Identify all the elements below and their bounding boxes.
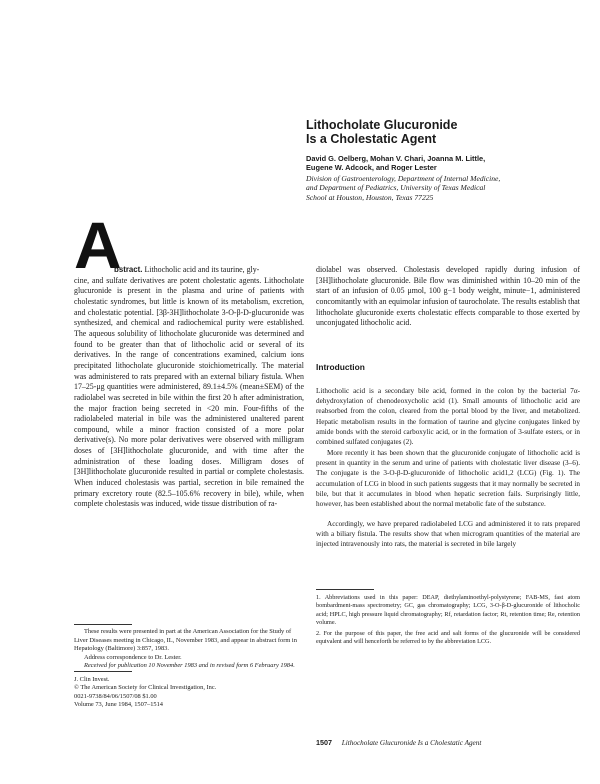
affiliation-line-2: and Department of Pediatrics, University of Texas Medical: [306, 183, 486, 193]
footnote-received: Received for publication 10 November 1983 and in revised form 6 February 1984.: [84, 662, 295, 670]
introduction-paragraph-2: More recently it has been shown that the glucuronide conjugate of lithocholic acid is present in quantity in the serum and urine of patients with cholestatic liver disease (3–6). The conjugate is the 3-O-β-D-glucuronide of lithocholic acid1,2 (LCG) (Fig. 1). The accumulation of LCG in blood in such patients suggests that it may normally be secreted in bile, but that it accumulates in blood when hepatic secretion fails. Surprisingly little, however, has been established about the normal metabolic fate of the substance.: [316, 449, 580, 509]
footnote-rule-right: [316, 589, 374, 590]
running-title: Lithocholate Glucuronide Is a Cholestatic Agent: [341, 739, 482, 747]
affiliation-line-3: School at Houston, Houston, Texas 77225: [306, 192, 434, 202]
footnote-correspondence: Address correspondence to Dr. Lester.: [84, 653, 182, 661]
article-title: [306, 118, 566, 146]
authors-line-1: David G. Oelberg, Mohan V. Chari, Joanna M. Little,: [306, 154, 486, 163]
title-line-1: Lithocholate Glucuronide: [306, 118, 458, 132]
introduction-paragraph-1: Lithocholic acid is a secondary bile acid, formed in the colon by the bacterial 7α-dehydroxylation of chenodeoxycholic acid (1). Small amounts of lithocholic acid are reabsorbed from the colon, cleared from the portal blood by the liver, and metabolized. Hepatic metabolism results in the formation of taurine and glycine conjugates linked by amide bonds with the steroid carboxylic acid, or in the formation of 3-sulfate esters, or in combined sulfated conjugates (2).: [316, 387, 580, 447]
footnotes-left: [74, 628, 304, 671]
footnote-lcg-definition: 2. For the purpose of this paper, the free acid and salt forms of the glucuronide will be considered equivalent and will henceforth be referred to by the abbreviation LCG.: [316, 629, 580, 646]
abstract-heading-line: [114, 265, 304, 276]
abstract-continued: diolabel was observed. Cholestasis developed rapidly during infusion of [3H]lithocholate glucuronide. Bile flow was diminished within 10–20 min of the start of an infusion of 0.05 μmol, 100 g−1 body weight, minute−1, administered concomitantly with an equimolar infusion of taurocholate. The results establish that lithocholate glucuronide exerts cholestatic effects comparable to those exerted by unconjugated lithocholic acid.: [316, 265, 580, 328]
author-list: [306, 154, 576, 173]
footnote-presentation: These results were presented in part at the American Association for the Study of Liver Diseases meeting in Chicago, IL, November 1983, and appear in abstract form in Hepatology (Baltimore) 3:857, 1983.: [74, 628, 297, 653]
journal-volume: Volume 73, June 1984, 1507–1514: [74, 701, 163, 709]
journal-copyright: © The American Society for Clinical Investigation, Inc.: [74, 684, 217, 692]
page-footer: [316, 738, 481, 747]
affiliation-line-1: Division of Gastroenterology, Department of Internal Medicine,: [306, 174, 501, 183]
affiliation: [306, 174, 582, 202]
journal-info-rule: [74, 671, 132, 672]
journal-code: 0021-9738/84/06/1507/08 $1.00: [74, 692, 157, 700]
page-number: 1507: [316, 738, 332, 747]
footnote-abbreviations: 1. Abbreviations used in this paper: DEAP, diethylaminoethyl-polystyrene; FAB-MS, fast atom bombardment-mass spectrometry; GC, gas chromatography; LCG, 3-O-β-D-glucuronide of lithocholic acid; HPLC, high pressure liquid chromatography; Rf, retardation factor; Rt, retention time; Re, retention volume.: [316, 594, 580, 627]
authors-line-2: Eugene W. Adcock, and Roger Lester: [306, 163, 437, 173]
journal-name: J. Clin Invest.: [74, 676, 110, 683]
footnotes-right: [316, 594, 580, 648]
abstract-label: bstract.: [114, 265, 143, 274]
introduction-heading: Introduction: [316, 362, 365, 372]
abstract-body: cine, and sulfate derivatives are potent cholestatic agents. Lithocholate glucuronide is present in the plasma and urine of patients with cholestatic syndromes, but little is known of its metabolism, excretion, and cholestatic potential. [3β-3H]lithocholate 3-O-β-D-glucuronide was synthesized, and chemical and radiochemical purity were established. The aqueous solubility of lithocholate glucuronide was determined and found to be greater than that of lithocholic acid or several of its derivatives. In the range of concentrations examined, calcium ions precipitated lithocholate glucuronide stoichiometrically. The material was administered to rats prepared with an external biliary fistula. When 17–25-μg quantities were administered, 89.1±4.5% (mean±SEM) of the radiolabel was secreted in bile within the first 20 h after administration, the major fraction being secreted in <20 min. Four-fifths of the radiolabeled material in bile was the administered unaltered parent compound, while a minor fraction consisted of a more polar derivative(s). No more polar derivatives were observed with milligram doses of [3H]lithocholate glucuronide, and with time after the administration of these loading doses. Milligram doses of [3H]lithocholate glucuronide resulted in partial or complete cholestasis. When induced cholestasis was partial, secretion in bile remained the primary excretory route (82.5–105.6% recovery in bile), while, when complete cholestasis was induced, wide tissue distribution of ra-: [74, 275, 304, 509]
footnote-rule-left: [74, 624, 132, 625]
abstract-drop-cap: A: [74, 208, 122, 282]
title-line-2: Is a Cholestatic Agent: [306, 132, 437, 146]
journal-info: [74, 676, 304, 710]
introduction-paragraph-3: Accordingly, we have prepared radiolabeled LCG and administered it to rats prepared with a biliary fistula. The results show that when microgram quantities of the material are injected intravenously into rats, the material is secreted in bile largely: [316, 520, 580, 549]
abstract-first-line: Lithocholic acid and its taurine, gly-: [142, 265, 260, 274]
